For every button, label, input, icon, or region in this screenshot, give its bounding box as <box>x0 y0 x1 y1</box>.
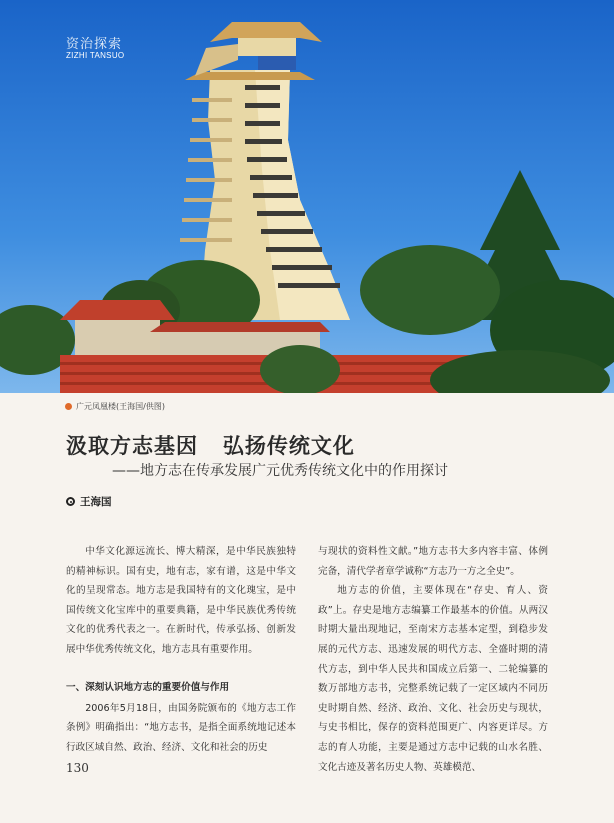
author-line <box>66 494 112 509</box>
section-title-en: ZIZHI TANSUO <box>66 51 125 61</box>
photo-caption-text: 广元凤凰楼(王海国/供图) <box>76 402 165 411</box>
cover-photo <box>0 0 614 393</box>
section-heading: 一、深刻认识地方志的重要价值与作用 <box>66 681 230 693</box>
left-column <box>66 542 296 757</box>
page-number: 130 <box>66 761 89 775</box>
right-column <box>318 542 548 777</box>
author-bullet-icon <box>66 497 75 506</box>
paragraph: 中华文化源远流长、博大精深，是中华民族独特的精神标识。国有史，地有志，家有谱，这是中华文化的呈现常态。地方志是我国特有的文化瑰宝，是中国传统文化宝库中的重要典籍，是中华民族优秀传统文化的优秀代表之一。在新时代，传承弘扬、创新发展中华优秀传统文化，地方志具有重要作用。 <box>66 546 296 655</box>
caption-bullet-icon <box>65 403 72 410</box>
article-title: 汲取方志基因 弘扬传统文化 <box>66 434 355 458</box>
paragraph: 地方志的价值，主要体现在“存史、育人、资政”上。存史是地方志编纂工作最基本的价值。从两汉时期大量出现地记，至南宋方志基本定型，到稳步发展的元代方志、迅速发展的明代方志、全盛时期的清代方志，到中华人民共和国成立后第一、二轮编纂的数万部地方志书，完整系统记载了一定区域内不同历史时期自然、经济、政治、文化、社会历史与现状，与史书相比，保存的资料范围更广、内容更详尽。方志的育人功能，主要是通过方志中记载的山水名胜、文化古迹及著名历史人物、英雄模范、 <box>318 585 548 773</box>
section-tag <box>66 38 124 61</box>
article-subtitle: ——地方志在传承发展广元优秀传统文化中的作用探讨 <box>112 463 448 479</box>
author-name: 王海国 <box>80 496 112 508</box>
paragraph: 2006年5月18日，由国务院颁布的《地方志工作条例》明确指出：“地方志书，是指全面系统地记述本行政区域自然、政治、经济、文化和社会的历史 <box>66 702 296 753</box>
paragraph: 与现状的资料性文献。”地方志书大多内容丰富、体例完备，清代学者章学诚称“方志乃一方之全史”。 <box>318 546 548 577</box>
section-title-cn: 资治探索 <box>66 37 123 52</box>
photo-caption <box>65 401 165 412</box>
